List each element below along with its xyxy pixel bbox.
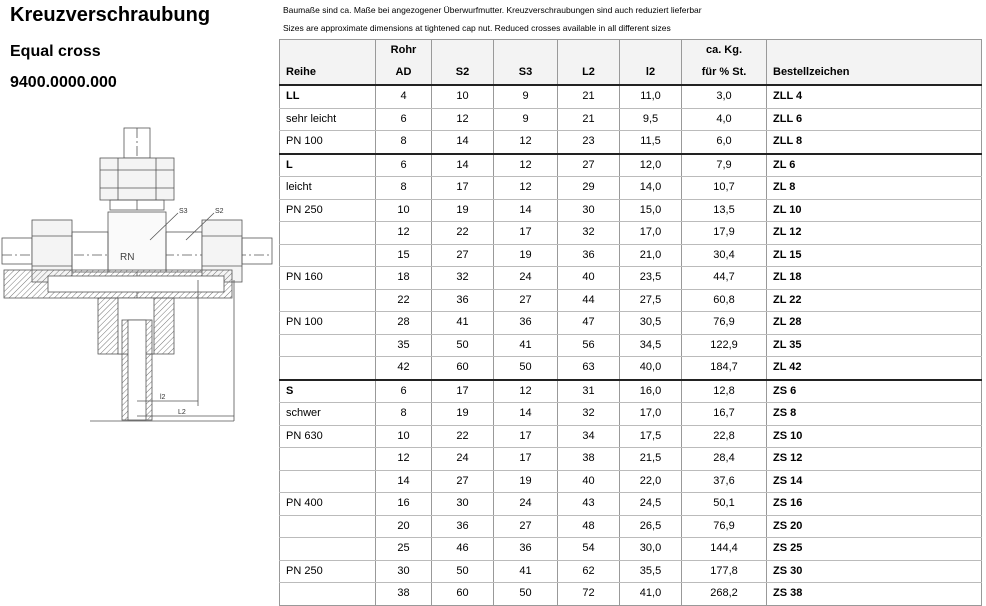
article-number: 9400.0000.000 [10,74,117,91]
cell-reihe: PN 630 [280,425,376,448]
cell-reihe [280,538,376,561]
header-cell [767,40,982,62]
cell-s2: 32 [432,267,494,290]
cell-l2: 24,5 [620,493,682,516]
cell-ad: 38 [376,583,432,606]
cell-code: ZS 30 [767,560,982,583]
cell-s2: 60 [432,583,494,606]
cell-s2: 19 [432,403,494,426]
cell-l2: 34 [558,425,620,448]
cell-l2: 17,5 [620,425,682,448]
cell-kg: 177,8 [682,560,767,583]
cell-reihe: S [280,380,376,403]
cell-reihe: PN 250 [280,199,376,222]
cell-ad: 8 [376,131,432,154]
page-title: Kreuzverschraubung [10,4,211,26]
cell-s3: 17 [494,222,558,245]
cell-kg: 30,4 [682,244,767,267]
cell-s2: 10 [432,85,494,108]
cell-s2: 22 [432,222,494,245]
cell-l2: 27 [558,154,620,177]
cell-ad: 42 [376,357,432,380]
cell-l2: 16,0 [620,380,682,403]
cell-s3: 14 [494,199,558,222]
cell-l2: 43 [558,493,620,516]
cell-s3: 12 [494,131,558,154]
cell-kg: 268,2 [682,583,767,606]
cell-l2: 11,5 [620,131,682,154]
cell-ad: 35 [376,334,432,357]
l2-small-label: l2 [160,394,166,401]
cell-ad: 12 [376,448,432,471]
table-row [280,334,982,357]
cell-ad: 25 [376,538,432,561]
cell-code: ZL 15 [767,244,982,267]
cell-reihe: PN 250 [280,560,376,583]
cell-code: ZLL 8 [767,131,982,154]
table-row [280,560,982,583]
cell-code: ZLL 4 [767,85,982,108]
cell-ad: 22 [376,289,432,312]
cell-l2: 17,0 [620,403,682,426]
cell-reihe [280,448,376,471]
cell-code: ZL 6 [767,154,982,177]
cell-l2: 44 [558,289,620,312]
cell-s2: 12 [432,108,494,131]
cell-kg: 76,9 [682,515,767,538]
cell-l2: 32 [558,403,620,426]
header-cell: Reihe [280,61,376,85]
cell-ad: 6 [376,380,432,403]
cell-l2: 40 [558,470,620,493]
cell-s3: 12 [494,380,558,403]
rn-label: RN [120,252,135,263]
cell-l2: 9,5 [620,108,682,131]
cell-reihe: sehr leicht [280,108,376,131]
table-row [280,403,982,426]
cell-l2: 63 [558,357,620,380]
table-row [280,470,982,493]
cell-s2: 17 [432,177,494,200]
cell-s3: 27 [494,289,558,312]
cell-kg: 17,9 [682,222,767,245]
cell-l2: 23,5 [620,267,682,290]
cross-fitting-drawing [0,120,275,440]
cell-reihe [280,244,376,267]
header-cell: AD [376,61,432,85]
cell-reihe: PN 100 [280,312,376,335]
cell-ad: 6 [376,154,432,177]
cell-reihe [280,334,376,357]
cell-s2: 19 [432,199,494,222]
cell-code: ZL 18 [767,267,982,290]
cell-ad: 28 [376,312,432,335]
cell-l2: 56 [558,334,620,357]
table-row [280,267,982,290]
cell-s3: 19 [494,470,558,493]
cell-s2: 30 [432,493,494,516]
cell-l2: 47 [558,312,620,335]
cell-reihe: PN 160 [280,267,376,290]
cell-reihe: PN 400 [280,493,376,516]
cell-s3: 50 [494,583,558,606]
cell-ad: 8 [376,403,432,426]
cell-kg: 12,8 [682,380,767,403]
note-english: Sizes are approximate dimensions at tightened cap nut. Reduced crosses available in all different sizes [283,23,671,33]
cell-kg: 144,4 [682,538,767,561]
table-row [280,289,982,312]
cell-s3: 50 [494,357,558,380]
cell-code: ZS 20 [767,515,982,538]
cell-l2: 21,5 [620,448,682,471]
cell-s2: 27 [432,244,494,267]
header-cell: S3 [494,61,558,85]
cell-l2: 40 [558,267,620,290]
cell-ad: 20 [376,515,432,538]
table-row [280,493,982,516]
cell-l2: 35,5 [620,560,682,583]
header-cell: S2 [432,61,494,85]
table-row [280,538,982,561]
cell-code: ZS 8 [767,403,982,426]
cell-l2: 17,0 [620,222,682,245]
cell-s3: 41 [494,334,558,357]
cell-kg: 7,9 [682,154,767,177]
cell-code: ZL 28 [767,312,982,335]
cell-code: ZL 12 [767,222,982,245]
cell-reihe: schwer [280,403,376,426]
cell-ad: 30 [376,560,432,583]
cell-s2: 22 [432,425,494,448]
cell-code: ZLL 6 [767,108,982,131]
cell-s3: 12 [494,177,558,200]
cell-kg: 22,8 [682,425,767,448]
cell-l2: 27,5 [620,289,682,312]
cell-s3: 41 [494,560,558,583]
cell-s3: 17 [494,448,558,471]
cell-l2: 48 [558,515,620,538]
cell-kg: 6,0 [682,131,767,154]
cell-s2: 46 [432,538,494,561]
cell-ad: 12 [376,222,432,245]
table-row [280,222,982,245]
header-cell [432,40,494,62]
cell-kg: 184,7 [682,357,767,380]
cell-kg: 16,7 [682,403,767,426]
cell-s2: 14 [432,154,494,177]
cell-code: ZS 12 [767,448,982,471]
cell-s3: 17 [494,425,558,448]
cell-s2: 41 [432,312,494,335]
note-german: Baumaße sind ca. Maße bei angezogener Überwurfmutter. Kreuzverschraubungen sind auch reduziert lieferbar [283,5,702,15]
cell-l2: 32 [558,222,620,245]
cell-l2: 21,0 [620,244,682,267]
cell-kg: 13,5 [682,199,767,222]
cell-kg: 122,9 [682,334,767,357]
cell-s3: 14 [494,403,558,426]
cell-s2: 36 [432,289,494,312]
L2-label: L2 [178,409,186,416]
cell-kg: 37,6 [682,470,767,493]
cell-code: ZL 22 [767,289,982,312]
cell-code: ZS 38 [767,583,982,606]
header-cell [280,40,376,62]
cell-ad: 16 [376,493,432,516]
cell-kg: 60,8 [682,289,767,312]
cell-l2: 41,0 [620,583,682,606]
cell-l2: 21 [558,108,620,131]
cell-ad: 10 [376,199,432,222]
cell-s3: 19 [494,244,558,267]
cell-ad: 18 [376,267,432,290]
cell-l2: 15,0 [620,199,682,222]
cell-ad: 15 [376,244,432,267]
table-row [280,131,982,154]
cell-ad: 6 [376,108,432,131]
cell-l2: 34,5 [620,334,682,357]
cell-s3: 36 [494,312,558,335]
header-cell: ca. Kg. [682,40,767,62]
cell-l2: 36 [558,244,620,267]
header-cell: l2 [620,61,682,85]
cell-s3: 27 [494,515,558,538]
cell-s2: 17 [432,380,494,403]
cell-s2: 36 [432,515,494,538]
table-row [280,177,982,200]
cell-s3: 36 [494,538,558,561]
table-row [280,85,982,108]
cell-reihe: L [280,154,376,177]
cell-l2: 29 [558,177,620,200]
cell-code: ZL 8 [767,177,982,200]
cell-code: ZS 25 [767,538,982,561]
cell-l2: 54 [558,538,620,561]
header-cell [494,40,558,62]
s2-label: S2 [215,208,224,215]
cell-kg: 50,1 [682,493,767,516]
cell-l2: 26,5 [620,515,682,538]
header-cell [558,40,620,62]
cell-s2: 50 [432,560,494,583]
cell-ad: 10 [376,425,432,448]
s3-label: S3 [179,208,188,215]
cell-l2: 22,0 [620,470,682,493]
cell-kg: 4,0 [682,108,767,131]
table-row [280,312,982,335]
cell-l2: 21 [558,85,620,108]
cell-l2: 12,0 [620,154,682,177]
cell-ad: 14 [376,470,432,493]
cell-code: ZL 35 [767,334,982,357]
header-cell: Bestellzeichen [767,61,982,85]
cell-l2: 14,0 [620,177,682,200]
cell-reihe: LL [280,85,376,108]
header-cell: für % St. [682,61,767,85]
table-row [280,380,982,403]
table-row [280,244,982,267]
cell-s3: 12 [494,154,558,177]
cell-l2: 62 [558,560,620,583]
cell-l2: 30,0 [620,538,682,561]
cell-code: ZL 10 [767,199,982,222]
cell-l2: 40,0 [620,357,682,380]
dimensions-table [279,39,982,606]
table-row [280,448,982,471]
cell-ad: 4 [376,85,432,108]
cell-l2: 30,5 [620,312,682,335]
header-row-bottom [280,61,982,85]
table-row [280,357,982,380]
cell-l2: 11,0 [620,85,682,108]
cell-kg: 3,0 [682,85,767,108]
cell-l2: 72 [558,583,620,606]
cell-s2: 14 [432,131,494,154]
cell-code: ZS 6 [767,380,982,403]
cell-ad: 8 [376,177,432,200]
cell-s2: 24 [432,448,494,471]
cell-reihe [280,515,376,538]
header-cell: L2 [558,61,620,85]
cell-reihe: leicht [280,177,376,200]
table-row [280,108,982,131]
cell-s2: 27 [432,470,494,493]
header-cell: Rohr [376,40,432,62]
cell-s3: 9 [494,108,558,131]
table-row [280,154,982,177]
cell-reihe: PN 100 [280,131,376,154]
cell-code: ZL 42 [767,357,982,380]
cell-reihe [280,222,376,245]
header-row-top [280,40,982,62]
cell-kg: 10,7 [682,177,767,200]
table-row [280,425,982,448]
page-subtitle: Equal cross [10,43,101,60]
cell-reihe [280,289,376,312]
cell-kg: 28,4 [682,448,767,471]
cell-l2: 30 [558,199,620,222]
cell-l2: 31 [558,380,620,403]
cell-reihe [280,357,376,380]
cell-l2: 38 [558,448,620,471]
header-cell [620,40,682,62]
cell-s2: 60 [432,357,494,380]
table-row [280,515,982,538]
cell-l2: 23 [558,131,620,154]
table-row [280,199,982,222]
cell-kg: 76,9 [682,312,767,335]
cell-code: ZS 10 [767,425,982,448]
cell-s3: 9 [494,85,558,108]
cell-s3: 24 [494,267,558,290]
cell-reihe [280,470,376,493]
cell-code: ZS 14 [767,470,982,493]
cell-s3: 24 [494,493,558,516]
cell-s2: 50 [432,334,494,357]
cell-code: ZS 16 [767,493,982,516]
cell-kg: 44,7 [682,267,767,290]
